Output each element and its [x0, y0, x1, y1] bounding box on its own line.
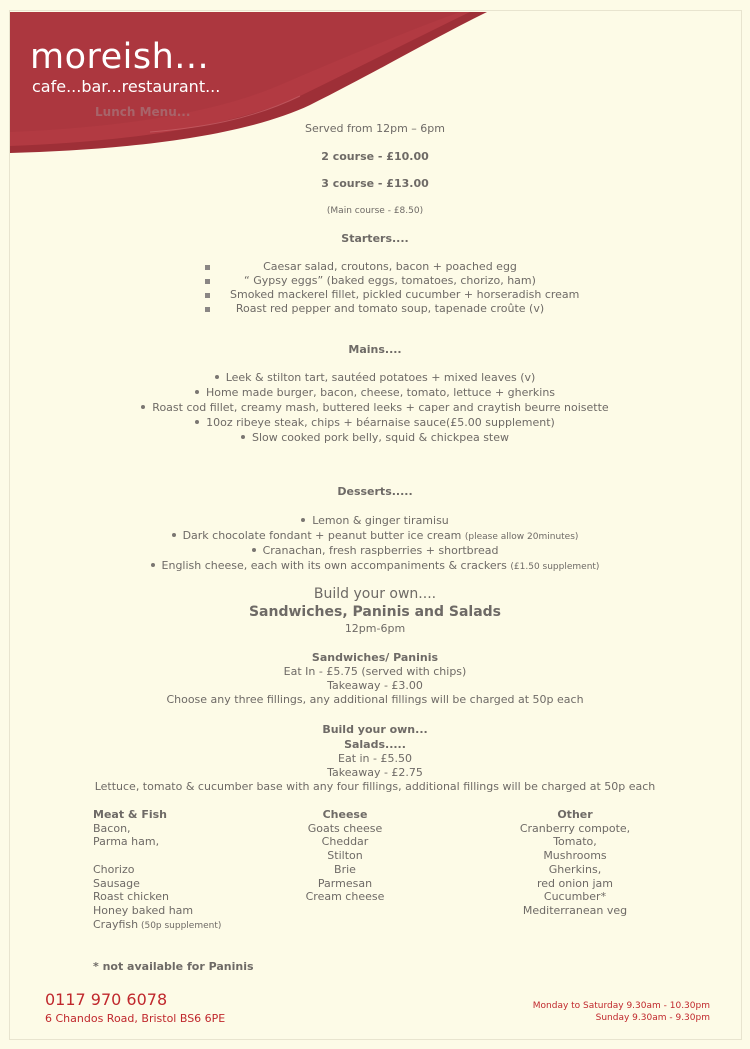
list-item: Parma ham, [93, 835, 160, 849]
brand-tagline: cafe...bar...restaurant... [32, 77, 221, 96]
address: 6 Chandos Road, Bristol BS6 6PE [45, 1012, 226, 1025]
list-item: Sausage [93, 876, 140, 890]
salads-eat-in: Eat in - £5.50 [338, 752, 412, 765]
list-item: Roast chicken [93, 890, 170, 904]
mains-heading: Mains.... [348, 343, 402, 356]
list-item: red onion jam [537, 876, 613, 890]
list-item: Roast red pepper and tomato soup, tapenade croûte (v) [205, 302, 550, 315]
square-bullet-icon [205, 265, 210, 270]
list-item [93, 849, 221, 863]
desserts-heading: Desserts..... [337, 485, 413, 498]
sandwiches-eat-in: Eat In - £5.75 (served with chips) [283, 665, 467, 678]
hours-sunday: Sunday 9.30am - 9.30pm [595, 1013, 710, 1023]
sandwiches-note: Choose any three fillings, any additional fillings will be charged at 50p each [166, 693, 584, 706]
phone-number: 0117 970 6078 [45, 990, 168, 1009]
bullet-icon [252, 548, 256, 552]
bullet-icon [241, 435, 245, 439]
list-item: Brie [334, 862, 356, 876]
three-course-price: 3 course - £13.00 [321, 177, 429, 190]
other-heading: Other [557, 808, 593, 821]
two-course-price: 2 course - £10.00 [321, 150, 429, 163]
square-bullet-icon [205, 307, 210, 312]
salads-note: Lettuce, tomato & cucumber base with any four fillings, additional fillings will be charged at 50p each [94, 780, 656, 793]
list-item: Chorizo [93, 862, 135, 876]
salads-heading-1: Build your own... [322, 723, 428, 736]
build-hours: 12pm-6pm [344, 622, 406, 635]
list-item: 10oz ribeye steak, chips + béarnaise sauce(£5.00 supplement) [0, 416, 750, 429]
main-course-price: (Main course - £8.50) [326, 206, 424, 216]
other-column [505, 808, 645, 918]
list-item: Cream cheese [305, 890, 385, 904]
list-item: Cucumber* [543, 890, 607, 904]
list-item: Stilton [327, 849, 363, 863]
square-bullet-icon [205, 279, 210, 284]
list-item: Lemon & ginger tiramisu [0, 514, 750, 527]
list-item: Leek & stilton tart, sautéed potatoes + mixed leaves (v) [0, 371, 750, 384]
list-item: Home made burger, bacon, cheese, tomato, lettuce + gherkins [0, 386, 750, 399]
panini-footnote: * not available for Paninis [93, 960, 254, 973]
list-item: “ Gypsy eggs” (baked eggs, tomatoes, chorizo, ham) [205, 274, 550, 287]
list-item: English cheese, each with its own accompaniments & crackers (£1.50 supplement) [0, 559, 750, 572]
opening-hours [533, 1000, 710, 1024]
bullet-icon [141, 405, 145, 409]
list-item: Cranberry compote, [519, 821, 631, 835]
hours-weekday: Monday to Saturday 9.30am - 10.30pm [532, 1001, 710, 1011]
square-bullet-icon [205, 293, 210, 298]
bullet-icon [195, 390, 199, 394]
bullet-icon [301, 518, 305, 522]
bullet-icon [195, 420, 199, 424]
sandwiches-takeaway: Takeaway - £3.00 [327, 679, 423, 692]
list-item: Caesar salad, croutons, bacon + poached egg [205, 260, 550, 273]
list-item: Dark chocolate fondant + peanut butter ice cream (please allow 20minutes) [0, 529, 750, 542]
menu-label: Lunch Menu... [95, 105, 191, 119]
starters-heading: Starters.... [341, 232, 409, 245]
list-item: Tomato, [553, 835, 597, 849]
cheese-column [290, 808, 400, 904]
bullet-icon [151, 563, 155, 567]
list-item: Honey baked ham [93, 903, 194, 917]
salads-takeaway: Takeaway - £2.75 [327, 766, 423, 779]
list-item: Roast cod fillet, creamy mash, buttered leeks + caper and craytish beurre noisette [0, 401, 750, 414]
meat-fish-heading: Meat & Fish [93, 808, 168, 821]
build-subtitle: Sandwiches, Paninis and Salads [248, 604, 502, 620]
list-item: Smoked mackerel fillet, pickled cucumber + horseradish cream [205, 288, 575, 301]
meat-fish-column [93, 808, 221, 933]
salads-heading-2: Salads..... [344, 738, 406, 751]
brand-name: moreish... [30, 37, 210, 77]
build-title: Build your own.... [313, 586, 437, 602]
bullet-icon [215, 375, 219, 379]
list-item: Gherkins, [548, 862, 602, 876]
served-hours: Served from 12pm – 6pm [304, 122, 445, 135]
list-item: Parmesan [317, 876, 373, 890]
list-item: Bacon, [93, 821, 131, 835]
list-item: Slow cooked pork belly, squid & chickpea stew [0, 431, 750, 444]
bullet-icon [172, 533, 176, 537]
sandwiches-heading: Sandwiches/ Paninis [311, 651, 439, 664]
list-item: Cheddar [321, 835, 369, 849]
list-item: Crayfish (50p supplement) [93, 917, 222, 931]
list-item: Goats cheese [307, 821, 383, 835]
list-item: Cranachan, fresh raspberries + shortbread [0, 544, 750, 557]
list-item: Mediterranean veg [522, 903, 628, 917]
list-item: Mushrooms [543, 849, 607, 863]
cheese-heading: Cheese [322, 808, 368, 821]
